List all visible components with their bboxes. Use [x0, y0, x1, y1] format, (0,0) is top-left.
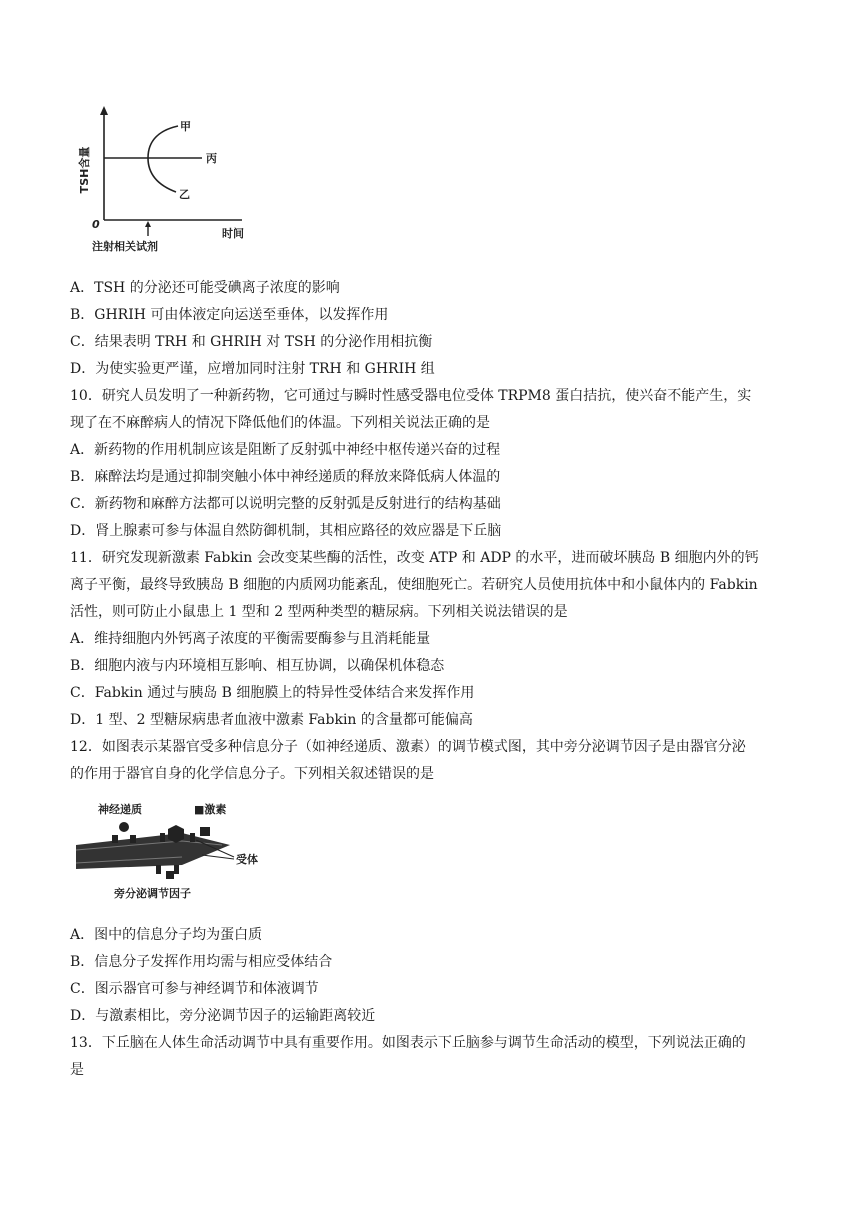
hormone-label: ■激素	[194, 803, 227, 816]
q12-option-d: D．与激素相比，旁分泌调节因子的运输距离较近	[70, 1008, 376, 1024]
q9-option-d: D．为使实验更严谨，应增加同时注射 TRH 和 GHRIH 组	[70, 361, 435, 377]
q11-stem-1: 11．研究发现新激素 Fabkin 会改变某些酶的活性，改变 ATP 和 ADP 的水平，进而破坏胰岛 B 细胞内外的钙	[70, 550, 759, 566]
organ-regulation-figure	[72, 795, 262, 910]
y-axis-label: TSH含量	[78, 146, 91, 194]
q10-stem-1: 10．研究人员发明了一种新药物，它可通过与瞬时性感受器电位受体 TRPM8 蛋白拮抗，使兴奋不能产生，实	[70, 388, 752, 404]
q9-option-c: C．结果表明 TRH 和 GHRIH 对 TSH 的分泌作用相抗衡	[70, 334, 433, 350]
tsh-time-figure	[70, 100, 260, 265]
arrow-label: 注射相关试剂	[92, 240, 158, 253]
q11-option-d: D．1 型、2 型糖尿病患者血液中激素 Fabkin 的含量都可能偏高	[70, 712, 473, 728]
q13-stem-2: 是	[70, 1062, 84, 1078]
neurotransmitter-label: 神经递质	[98, 803, 142, 816]
q12-option-a: A．图中的信息分子均为蛋白质	[70, 927, 263, 943]
q12-option-c: C．图示器官可参与神经调节和体液调节	[70, 981, 319, 997]
q11-stem-2: 离子平衡，最终导致胰岛 B 细胞的内质网功能紊乱，使细胞死亡。若研究人员使用抗体中和小鼠体内的 Fabkin	[70, 577, 758, 593]
q10-option-c: C．新药物和麻醉方法都可以说明完整的反射弧是反射进行的结构基础	[70, 496, 501, 512]
neurotransmitter-molecule	[119, 822, 129, 832]
curve-label-bing: 丙	[206, 152, 217, 165]
q9-option-a: A．TSH 的分泌还可能受碘离子浓度的影响	[70, 280, 340, 296]
q11-option-b: B．细胞内液与内环境相互影响、相互协调，以确保机体稳态	[70, 658, 445, 674]
q12-stem-1: 12．如图表示某器官受多种信息分子（如神经递质、激素）的调节模式图，其中旁分泌调节因子是由器官分泌	[70, 739, 746, 755]
x-axis-label: 时间	[222, 227, 244, 240]
curve-label-jia: 甲	[180, 120, 191, 133]
q12-stem-2: 的作用于器官自身的化学信息分子。下列相关叙述错误的是	[70, 766, 434, 782]
paracrine-label: 旁分泌调节因子	[114, 887, 191, 900]
q11-option-a: A．维持细胞内外钙离子浓度的平衡需要酶参与且消耗能量	[70, 631, 431, 647]
origin-label: 0	[92, 218, 100, 231]
q10-option-d: D．肾上腺素可参与体温自然防御机制，其相应路径的效应器是下丘脑	[70, 523, 502, 539]
q11-option-c: C．Fabkin 通过与胰岛 B 细胞膜上的特异性受体结合来发挥作用	[70, 685, 475, 701]
q13-stem-1: 13．下丘脑在人体生命活动调节中具有重要作用。如图表示下丘脑参与调节生命活动的模型，下列说法正确的	[70, 1035, 746, 1051]
q9-option-b: B．GHRIH 可由体液定向运送至垂体，以发挥作用	[70, 307, 389, 323]
q10-option-a: A．新药物的作用机制应该是阻断了反射弧中神经中枢传递兴奋的过程	[70, 442, 501, 458]
curve-label-yi: 乙	[179, 188, 190, 201]
q10-stem-2: 现了在不麻醉病人的情况下降低他们的体温。下列相关说法正确的是	[70, 415, 490, 431]
q12-option-b: B．信息分子发挥作用均需与相应受体结合	[70, 954, 333, 970]
q10-option-b: B．麻醉法均是通过抑制突触小体中神经递质的释放来降低病人体温的	[70, 469, 501, 485]
receptor-label: 受体	[236, 853, 258, 866]
q11-stem-3: 活性，则可防止小鼠患上 1 型和 2 型两种类型的糖尿病。下列相关说法错误的是	[70, 604, 568, 620]
